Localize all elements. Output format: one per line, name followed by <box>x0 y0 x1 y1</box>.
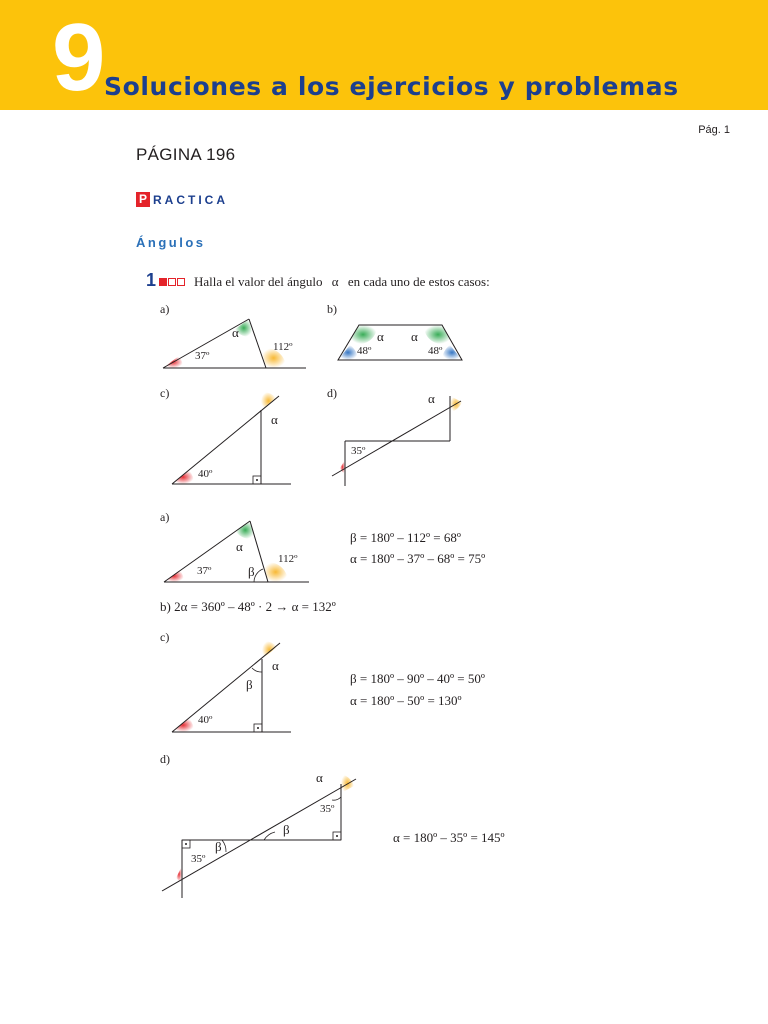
alpha-label: α <box>232 325 239 340</box>
angle-35-label: 35º <box>191 853 206 865</box>
solution-c-equation-2: α = 180º – 50º = 130º <box>350 693 462 708</box>
solution-c-equation-1: β = 180º – 90º – 40º = 50º <box>350 671 485 686</box>
figure-c-label: c) <box>160 386 170 400</box>
figure-c-right-triangle <box>172 392 291 484</box>
beta-label: β <box>248 564 255 579</box>
figure-d-label: d) <box>327 386 337 400</box>
exercise-number: 1 <box>146 270 157 290</box>
solution-a-label: a) <box>160 510 170 524</box>
beta-label: β <box>283 822 290 837</box>
alpha-label: α <box>236 539 243 554</box>
statement-text-post: en cada uno de estos casos: <box>347 274 490 289</box>
page-heading: PÁGINA 196 <box>136 145 236 164</box>
angle-37-label: 37º <box>197 565 212 577</box>
figure-a-label: a) <box>160 302 170 316</box>
angle-112-label: 112º <box>278 553 298 565</box>
solution-b-equation: b) 2α = 360º – 48º · 2 → α = 132º <box>160 599 336 614</box>
alpha-label: α <box>271 412 278 427</box>
alpha-label: α <box>428 391 435 406</box>
chapter-title: Soluciones a los ejercicios y problemas <box>104 72 679 101</box>
angle-48-label: 48º <box>357 345 372 357</box>
angle-40-label: 40º <box>198 468 213 480</box>
alpha-label: α <box>272 658 279 673</box>
solution-c-right-triangle <box>172 641 291 732</box>
solution-a-equation-1: β = 180º – 112º = 68º <box>350 530 461 545</box>
solution-c-label: c) <box>160 630 170 644</box>
chapter-number: 9 <box>52 4 104 111</box>
figure-b-label: b) <box>327 302 337 316</box>
solution-a-equation-2: α = 180º – 37º – 68º = 75º <box>350 551 486 566</box>
beta-label: β <box>246 677 253 692</box>
solution-d-transversal <box>162 774 356 898</box>
alpha-label: α <box>316 770 323 785</box>
alpha-label: α <box>411 329 418 344</box>
angle-35-label: 35º <box>351 445 366 457</box>
angle-112-label: 112º <box>273 341 293 353</box>
subsection-heading: Ángulos <box>136 235 206 250</box>
section-heading-rest: RACTICA <box>153 192 228 207</box>
angle-37-label: 37º <box>195 350 210 362</box>
statement-alpha-symbol: α <box>331 274 339 289</box>
angle-48-label: 48º <box>428 345 443 357</box>
figure-d-transversal <box>332 396 462 486</box>
statement-text-pre: Halla el valor del ángulo <box>194 274 323 289</box>
section-initial-badge: P <box>136 192 150 207</box>
solution-d-label: d) <box>160 752 170 766</box>
alpha-label: α <box>377 329 384 344</box>
angle-35-label: 35º <box>320 803 335 815</box>
page-reference: Pág. 1 <box>698 124 730 136</box>
angle-40-label: 40º <box>198 714 213 726</box>
beta-label: β <box>215 839 222 854</box>
solution-d-equation: α = 180º – 35º = 145º <box>393 830 505 845</box>
